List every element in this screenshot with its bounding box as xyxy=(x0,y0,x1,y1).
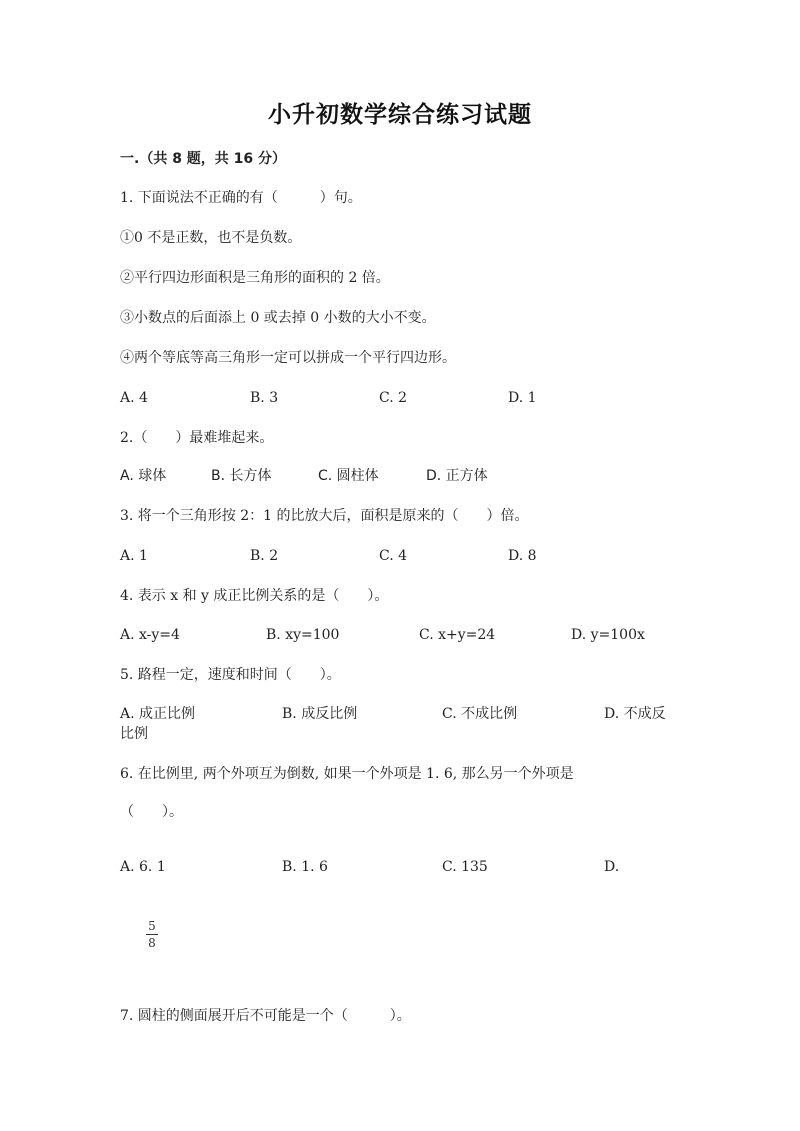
question-5-stem: 5. 路程一定，速度和时间（ ）。 xyxy=(120,667,341,683)
question-4-option-b[interactable]: B. xy=100 xyxy=(266,627,340,643)
question-3-option-a[interactable]: A. 1 xyxy=(120,548,148,564)
question-3-stem: 3. 将一个三角形按 2：1 的比放大后，面积是原来的（ ）倍。 xyxy=(120,508,529,524)
question-2-option-a[interactable]: A. 球体 xyxy=(120,468,167,484)
fraction-numerator: 5 xyxy=(148,919,156,933)
question-6-option-c[interactable]: C. 135 xyxy=(442,859,488,875)
question-3-options xyxy=(120,546,680,566)
question-2-options xyxy=(120,466,680,486)
question-4-option-c[interactable]: C. x+y=24 xyxy=(419,627,496,643)
question-6-stem-continuation: （ ）。 xyxy=(120,804,183,820)
question-4-stem: 4. 表示 x 和 y 成正比例关系的是（ ）。 xyxy=(120,588,389,604)
question-6-option-a[interactable]: A. 6. 1 xyxy=(120,859,166,875)
question-6-option-d[interactable]: D. xyxy=(604,859,620,875)
question-1-statement-4: ④两个等底等高三角形一定可以拼成一个平行四边形。 xyxy=(120,350,456,366)
fraction-bar xyxy=(146,934,158,935)
question-5-option-d[interactable]: D. 不成反 xyxy=(604,706,666,722)
question-1-options xyxy=(120,388,680,408)
question-1-statement-3: ③小数点的后面添上 0 或去掉 0 小数的大小不变。 xyxy=(120,310,436,326)
question-5-option-b[interactable]: B. 成反比例 xyxy=(282,706,358,722)
question-5-option-d-continuation: 比例 xyxy=(120,726,148,742)
page-title: 小升初数学综合练习试题 xyxy=(268,101,532,128)
question-4-option-a[interactable]: A. x-y=4 xyxy=(120,627,180,643)
question-1-statement-2: ②平行四边形面积是三角形的面积的 2 倍。 xyxy=(120,270,390,286)
question-2-option-b[interactable]: B. 长方体 xyxy=(211,468,272,484)
question-1-stem: 1. 下面说法不正确的有（ ）句。 xyxy=(120,190,362,206)
question-1-option-b[interactable]: B. 3 xyxy=(250,390,279,406)
question-2-option-c[interactable]: C. 圆柱体 xyxy=(318,468,379,484)
question-4-option-d[interactable]: D. y=100x xyxy=(571,627,645,643)
question-1-option-c[interactable]: C. 2 xyxy=(379,390,408,406)
question-4-options xyxy=(120,625,680,645)
question-5-option-c[interactable]: C. 不成比例 xyxy=(442,706,518,722)
question-1-statement-1: ①0 不是正数，也不是负数。 xyxy=(120,230,302,246)
question-3-option-d[interactable]: D. 8 xyxy=(508,548,537,564)
question-3-option-b[interactable]: B. 2 xyxy=(250,548,279,564)
section-heading: 一.（共 8 题，共 16 分） xyxy=(120,151,287,167)
question-5-option-a[interactable]: A. 成正比例 xyxy=(120,706,196,722)
question-6-options xyxy=(120,857,680,877)
question-6-option-d-fraction xyxy=(146,920,158,949)
question-6-stem: 6. 在比例里, 两个外项互为倒数, 如果一个外项是 1. 6, 那么另一个外项是 xyxy=(120,766,574,782)
question-5-options xyxy=(120,704,680,724)
question-1-option-d[interactable]: D. 1 xyxy=(508,390,537,406)
question-2-option-d[interactable]: D. 正方体 xyxy=(426,468,488,484)
fraction-denominator: 8 xyxy=(148,936,156,950)
question-2-stem: 2.（ ）最难堆起来。 xyxy=(120,430,274,446)
question-1-option-a[interactable]: A. 4 xyxy=(120,390,148,406)
question-7-stem: 7. 圆柱的侧面展开后不可能是一个（ ）。 xyxy=(120,1008,411,1024)
question-3-option-c[interactable]: C. 4 xyxy=(379,548,408,564)
question-6-option-b[interactable]: B. 1. 6 xyxy=(282,859,328,875)
